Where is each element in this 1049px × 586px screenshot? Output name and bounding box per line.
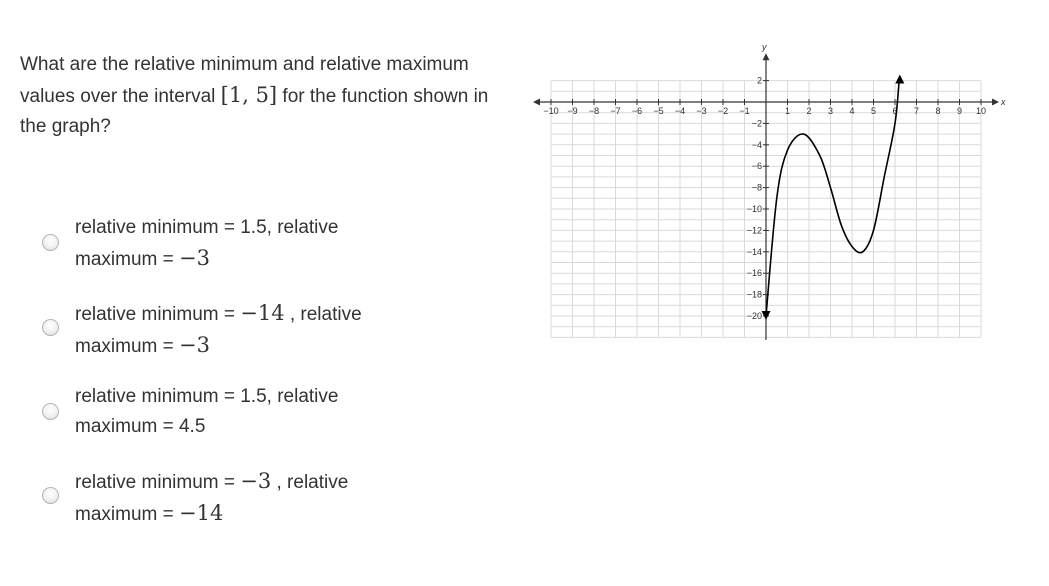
x-tick-label: −10: [543, 106, 559, 116]
x-tick-label: 5: [870, 106, 877, 116]
x-tick-label: 1: [784, 106, 791, 116]
option-4[interactable]: [42, 466, 462, 528]
x-tick-label: −1: [739, 106, 750, 116]
option-2-maximum-value: −3: [179, 333, 210, 357]
option-2[interactable]: [42, 298, 462, 360]
option-2-line2: maximum =: [75, 336, 179, 357]
option-2-radio[interactable]: [42, 319, 59, 336]
option-4-label: [75, 466, 455, 530]
option-3-line1: relative minimum = 1.5, relative: [75, 386, 339, 407]
x-tick-label: 10: [975, 106, 987, 116]
x-tick-label: −5: [653, 106, 664, 116]
option-1-radio[interactable]: [42, 234, 59, 251]
y-tick-label: −10: [746, 204, 762, 214]
y-tick-label: −20: [746, 311, 762, 321]
option-2-label: [75, 298, 455, 362]
x-tick-label: 7: [913, 106, 920, 116]
x-tick-label: 2: [806, 106, 812, 116]
curve-up-arrow-icon: [895, 74, 904, 83]
option-1-maximum-value: −3: [179, 246, 210, 270]
question-text: [20, 50, 490, 142]
x-axis-right-arrow-icon: [992, 99, 999, 106]
y-tick-label: −8: [751, 182, 762, 193]
option-3-radio[interactable]: [42, 403, 59, 420]
x-axis-label: x: [1001, 97, 1006, 107]
x-tick-label: −7: [610, 106, 621, 116]
x-tick-label: 8: [935, 106, 941, 116]
option-1-label: [75, 213, 455, 275]
y-tick-label: −14: [746, 246, 762, 257]
question-text-start: What are the relative minimum and relative maximum values over the interval: [20, 54, 469, 107]
y-tick-label: −2: [751, 118, 762, 129]
x-tick-label: 3: [827, 106, 834, 116]
y-tick-label: −18: [746, 289, 762, 300]
option-3-line2: maximum = 4.5: [75, 416, 206, 437]
option-4-maximum-value: −14: [179, 501, 224, 525]
option-4-line1: relative minimum =: [75, 472, 241, 493]
y-tick-label: −16: [746, 268, 762, 279]
graph-tick-labels: [543, 42, 1006, 321]
x-tick-label: −4: [674, 106, 686, 116]
graph-axes: [533, 53, 999, 340]
option-3[interactable]: [42, 382, 462, 444]
y-axis-up-arrow-icon: [763, 53, 770, 60]
option-2-line1-end: , relative: [284, 304, 362, 325]
question-interval: [1, 5]: [220, 83, 278, 107]
option-1-line1: relative minimum = 1.5, relative: [75, 217, 339, 238]
x-tick-label: 9: [956, 106, 963, 116]
option-1[interactable]: [42, 213, 462, 275]
y-tick-label: −6: [751, 161, 762, 172]
y-axis-label: y: [762, 42, 767, 53]
y-tick-label: −12: [746, 225, 762, 236]
x-tick-label: −8: [588, 106, 600, 116]
y-tick-label: 2: [756, 75, 762, 86]
x-tick-label: 6: [892, 106, 898, 116]
option-4-line2: maximum =: [75, 504, 179, 525]
option-2-line1: relative minimum =: [75, 304, 241, 325]
option-2-minimum-value: −14: [240, 301, 285, 325]
option-4-minimum-value: −3: [240, 469, 272, 493]
x-tick-label: −9: [567, 106, 578, 116]
x-tick-label: 4: [849, 106, 855, 116]
x-axis-left-arrow-icon: [533, 99, 540, 106]
function-graph: [530, 40, 1010, 340]
option-4-line1-end: , relative: [271, 472, 349, 493]
option-3-label: [75, 382, 455, 442]
x-tick-label: −6: [631, 106, 643, 116]
option-4-radio[interactable]: [42, 487, 59, 504]
question-text-end: for the function shown in the graph?: [20, 86, 489, 137]
option-1-line2: maximum =: [75, 249, 179, 270]
x-tick-label: −2: [717, 106, 729, 116]
x-tick-label: −3: [696, 106, 707, 116]
y-tick-label: −4: [751, 139, 762, 150]
